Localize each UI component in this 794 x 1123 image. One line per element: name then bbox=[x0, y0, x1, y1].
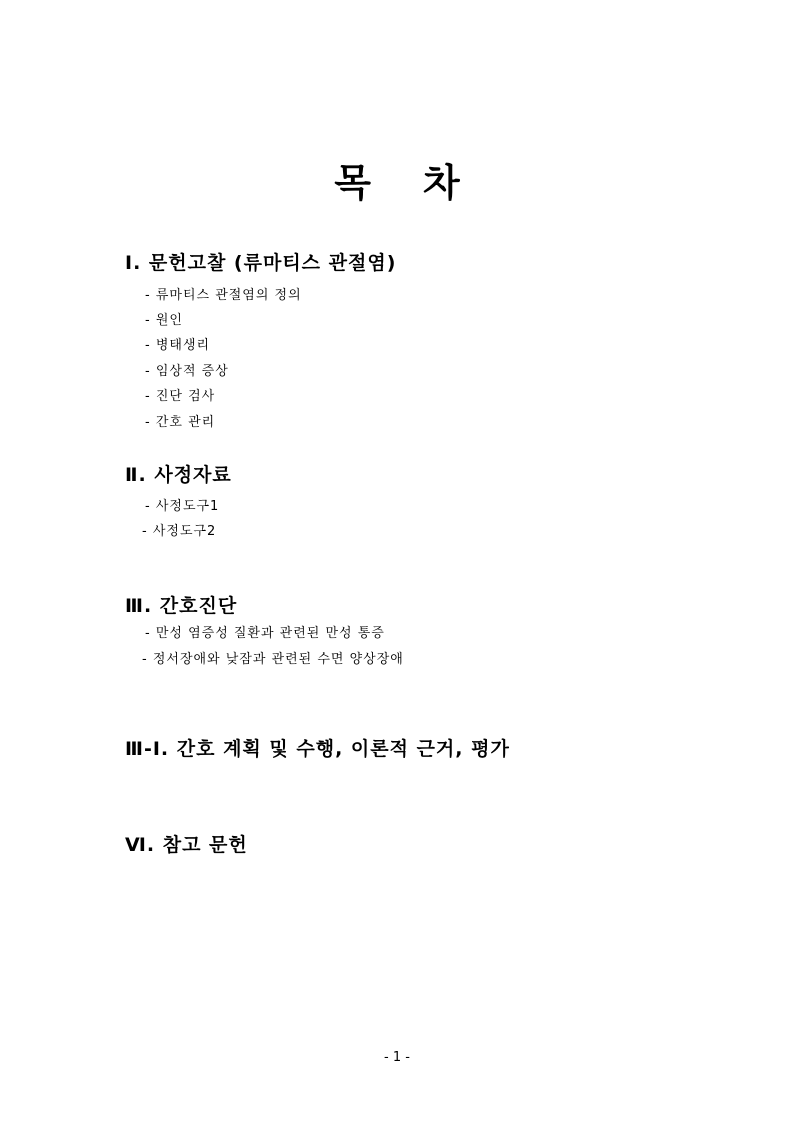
toc-item: - 원인 bbox=[145, 313, 183, 328]
toc-item: - 임상적 증상 bbox=[145, 364, 229, 379]
section-heading-1: Ⅰ. 문헌고찰 (류마티스 관절염) bbox=[125, 252, 397, 274]
toc-item: - 사정도구2 bbox=[142, 524, 217, 539]
page-title bbox=[0, 152, 794, 207]
title-char-2: 차 bbox=[423, 161, 460, 205]
toc-item: - 간호 관리 bbox=[145, 415, 216, 430]
page-number: - 1 - bbox=[384, 1050, 410, 1065]
toc-item: - 류마티스 관절염의 정의 bbox=[145, 288, 302, 303]
section-heading-2: Ⅱ. 사정자료 bbox=[125, 464, 232, 486]
toc-item: - 사정도구1 bbox=[145, 499, 220, 514]
section-heading-5: Ⅵ. 참고 문헌 bbox=[125, 834, 248, 856]
title-char-1: 목 bbox=[334, 161, 371, 205]
toc-item: - 진단 검사 bbox=[145, 389, 216, 404]
toc-item: - 만성 염증성 질환과 관련된 만성 통증 bbox=[145, 626, 385, 641]
section-heading-3: Ⅲ. 간호진단 bbox=[125, 595, 238, 617]
section-heading-4: Ⅲ-Ⅰ. 간호 계획 및 수행, 이론적 근거, 평가 bbox=[125, 738, 510, 760]
toc-item: - 정서장애와 낮잠과 관련된 수면 양상장애 bbox=[142, 652, 404, 667]
toc-item: - 병태생리 bbox=[145, 338, 211, 353]
